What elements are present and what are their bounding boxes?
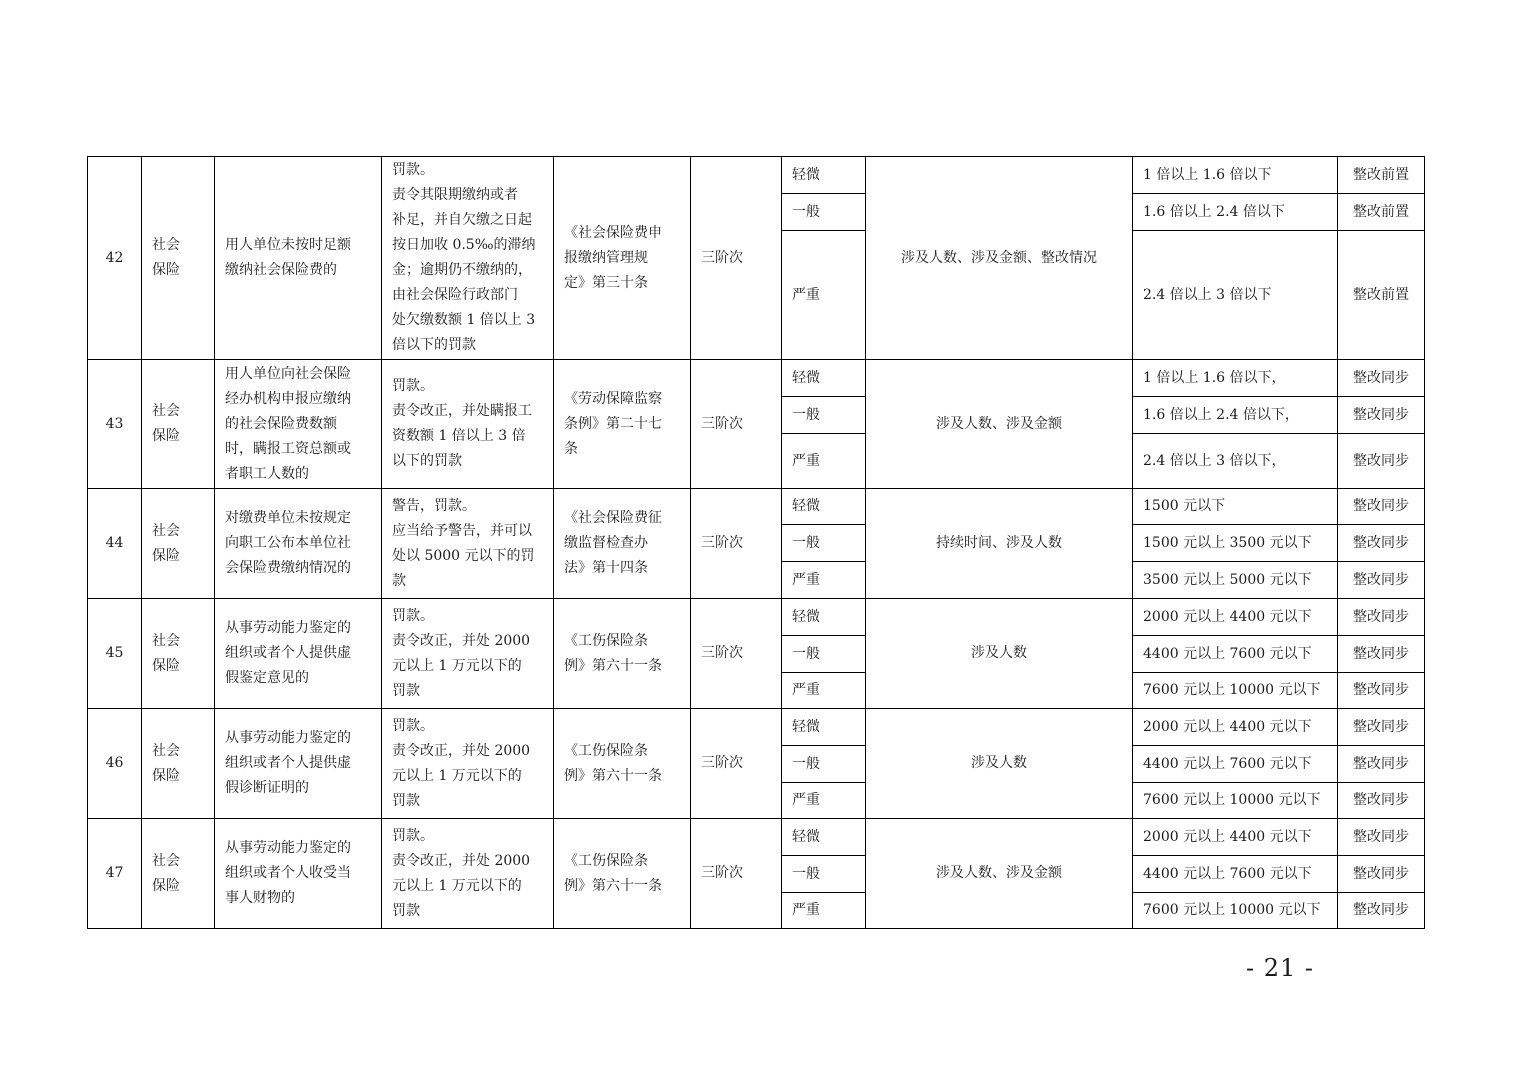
category-cell bbox=[142, 157, 215, 360]
category-cell bbox=[142, 360, 215, 489]
penalty-range-cell: 4400 元以上 7600 元以下 bbox=[1133, 636, 1338, 673]
penalty-range-cell: 7600 元以上 10000 元以下 bbox=[1133, 783, 1338, 819]
table-body bbox=[88, 157, 1425, 929]
legal-basis-cell-line: 例》第六十一条 bbox=[564, 877, 662, 894]
discretion-factors-cell: 涉及人数、涉及金额、整改情况 bbox=[866, 157, 1133, 360]
violation-cell-line: 缴纳社会保险费的 bbox=[225, 262, 337, 278]
discretion-factors-cell: 涉及人数 bbox=[866, 709, 1133, 819]
stage-count-cell: 三阶次 bbox=[691, 709, 782, 819]
legal-basis-cell bbox=[554, 360, 691, 489]
penalty-cell-line: 由社会保险行政部门 bbox=[392, 287, 518, 303]
penalty-range-cell: 1500 元以上 3500 元以下 bbox=[1133, 525, 1338, 562]
category-cell-line: 社会 bbox=[152, 237, 180, 253]
penalty-range-cell: 4400 元以上 7600 元以下 bbox=[1133, 746, 1338, 783]
legal-basis-cell-line: 《工伤保险条 bbox=[564, 852, 648, 869]
penalty-cell-line: 以下的罚款 bbox=[392, 453, 462, 469]
rectification-mode-cell: 整改同步 bbox=[1338, 599, 1425, 636]
legal-basis-cell-line: 缴监督检查办 bbox=[564, 535, 648, 551]
penalty-cell-line: 罚款。 bbox=[392, 607, 434, 624]
violation-cell-line: 会保险费缴纳情况的 bbox=[225, 560, 351, 576]
penalty-cell bbox=[382, 709, 554, 819]
legal-basis-cell-line: 法》第十四条 bbox=[564, 560, 648, 576]
category-cell-line: 保险 bbox=[152, 428, 180, 444]
penalty-cell-line: 应当给予警告，并可以 bbox=[392, 522, 532, 539]
legal-basis-cell bbox=[554, 489, 691, 599]
rectification-mode-cell: 整改前置 bbox=[1338, 194, 1425, 231]
violation-cell-line: 时，瞒报工资总额或 bbox=[225, 440, 351, 457]
rectification-mode-cell: 整改同步 bbox=[1338, 397, 1425, 434]
severity-level-cell: 严重 bbox=[782, 562, 866, 599]
category-cell bbox=[142, 489, 215, 599]
violation-cell-line: 事人财物的 bbox=[225, 890, 295, 906]
penalty-range-cell: 2000 元以上 4400 元以下 bbox=[1133, 709, 1338, 746]
severity-level-cell: 轻微 bbox=[782, 819, 866, 856]
penalty-cell-line: 责令改正，并处 2000 bbox=[392, 852, 531, 869]
penalty-cell-line: 责令改正，并处 2000 bbox=[392, 632, 531, 649]
severity-level-cell: 严重 bbox=[782, 231, 866, 360]
penalty-cell-line: 补足，并自欠缴之日起 bbox=[392, 212, 532, 228]
rectification-mode-cell: 整改同步 bbox=[1338, 673, 1425, 709]
severity-level-cell: 轻微 bbox=[782, 360, 866, 397]
rectification-mode-cell: 整改同步 bbox=[1338, 856, 1425, 893]
legal-basis-cell bbox=[554, 819, 691, 929]
rectification-mode-cell: 整改前置 bbox=[1338, 231, 1425, 360]
stage-count-cell: 三阶次 bbox=[691, 360, 782, 489]
penalty-cell-line: 责令改正，并处瞒报工 bbox=[392, 403, 532, 419]
category-cell-line: 保险 bbox=[152, 262, 180, 278]
penalty-cell-line: 罚款。 bbox=[392, 378, 434, 394]
penalty-standards-table bbox=[87, 156, 1425, 929]
legal-basis-cell-line: 报缴纳管理规 bbox=[564, 249, 648, 266]
violation-cell-line: 经办机构申报应缴纳 bbox=[225, 390, 351, 407]
legal-basis-cell-line: 《工伤保险条 bbox=[564, 742, 648, 759]
violation-cell-line: 从事劳动能力鉴定的 bbox=[225, 840, 351, 856]
category-cell bbox=[142, 819, 215, 929]
severity-level-cell: 轻微 bbox=[782, 489, 866, 525]
row-number: 43 bbox=[88, 360, 142, 489]
penalty-cell bbox=[382, 489, 554, 599]
penalty-cell-line: 处欠缴数额 1 倍以上 3 bbox=[392, 312, 536, 328]
category-cell-line: 保险 bbox=[152, 877, 180, 894]
penalty-cell-line: 罚款。 bbox=[392, 162, 434, 178]
row-number: 45 bbox=[88, 599, 142, 709]
penalty-range-cell: 3500 元以上 5000 元以下 bbox=[1133, 562, 1338, 599]
violation-cell-line: 对缴费单位未按规定 bbox=[225, 510, 351, 526]
severity-level-cell: 轻微 bbox=[782, 157, 866, 194]
stage-count-cell: 三阶次 bbox=[691, 599, 782, 709]
rectification-mode-cell: 整改同步 bbox=[1338, 489, 1425, 525]
violation-cell-line: 组织或者个人提供虚 bbox=[225, 645, 351, 661]
violation-cell bbox=[215, 489, 382, 599]
rectification-mode-cell: 整改同步 bbox=[1338, 783, 1425, 819]
violation-cell-line: 从事劳动能力鉴定的 bbox=[225, 620, 351, 636]
penalty-range-cell: 1.6 倍以上 2.4 倍以下， bbox=[1133, 397, 1338, 434]
rectification-mode-cell: 整改同步 bbox=[1338, 893, 1425, 929]
penalty-cell bbox=[382, 360, 554, 489]
category-cell-line: 社会 bbox=[152, 632, 180, 649]
penalty-range-cell: 4400 元以上 7600 元以下 bbox=[1133, 856, 1338, 893]
legal-basis-cell-line: 《工伤保险条 bbox=[564, 632, 648, 649]
category-cell-line: 保险 bbox=[152, 547, 180, 564]
severity-level-cell: 一般 bbox=[782, 746, 866, 783]
row-number: 42 bbox=[88, 157, 142, 360]
severity-level-cell: 一般 bbox=[782, 397, 866, 434]
penalty-cell-line: 警告，罚款。 bbox=[392, 497, 476, 514]
penalty-range-cell: 2000 元以上 4400 元以下 bbox=[1133, 599, 1338, 636]
stage-count-cell: 三阶次 bbox=[691, 819, 782, 929]
penalty-cell-line: 倍以下的罚款 bbox=[392, 337, 476, 353]
penalty-range-cell: 1500 元以下 bbox=[1133, 489, 1338, 525]
penalty-cell-line: 按日加收 0.5‰的滞纳 bbox=[392, 237, 536, 253]
category-cell bbox=[142, 709, 215, 819]
violation-cell bbox=[215, 599, 382, 709]
penalty-range-cell: 1.6 倍以上 2.4 倍以下 bbox=[1133, 194, 1338, 231]
severity-level-cell: 一般 bbox=[782, 636, 866, 673]
violation-cell-line: 向职工公布本单位社 bbox=[225, 535, 351, 551]
penalty-range-cell: 1 倍以上 1.6 倍以下， bbox=[1133, 360, 1338, 397]
category-cell-line: 保险 bbox=[152, 767, 180, 784]
rectification-mode-cell: 整改同步 bbox=[1338, 746, 1425, 783]
penalty-cell bbox=[382, 819, 554, 929]
table-row bbox=[88, 489, 1425, 525]
penalty-cell-line: 罚款 bbox=[392, 682, 420, 699]
penalty-cell-line: 罚款。 bbox=[392, 827, 434, 844]
penalty-cell-line: 责令其限期缴纳或者 bbox=[392, 187, 518, 203]
penalty-cell-line: 罚款。 bbox=[392, 717, 434, 734]
category-cell-line: 保险 bbox=[152, 657, 180, 674]
penalty-cell-line: 罚款 bbox=[392, 792, 420, 809]
penalty-cell-line: 处以 5000 元以下的罚 bbox=[392, 547, 535, 564]
stage-count-cell: 三阶次 bbox=[691, 157, 782, 360]
violation-cell-line: 的社会保险费数额 bbox=[225, 415, 337, 432]
penalty-cell-line: 金；逾期仍不缴纳的， bbox=[392, 262, 532, 278]
table-row bbox=[88, 360, 1425, 397]
violation-cell bbox=[215, 360, 382, 489]
penalty-range-cell: 2000 元以上 4400 元以下 bbox=[1133, 819, 1338, 856]
table-row bbox=[88, 599, 1425, 636]
legal-basis-cell-line: 定》第三十条 bbox=[564, 274, 648, 291]
rectification-mode-cell: 整改同步 bbox=[1338, 636, 1425, 673]
violation-cell bbox=[215, 157, 382, 360]
penalty-cell-line: 元以上 1 万元以下的 bbox=[392, 877, 522, 894]
row-number: 44 bbox=[88, 489, 142, 599]
legal-basis-cell bbox=[554, 709, 691, 819]
penalty-range-cell: 2.4 倍以上 3 倍以下 bbox=[1133, 231, 1338, 360]
legal-basis-cell-line: 《社会保险费征 bbox=[564, 510, 662, 526]
severity-level-cell: 轻微 bbox=[782, 709, 866, 746]
penalty-cell-line: 元以上 1 万元以下的 bbox=[392, 657, 522, 674]
legal-basis-cell-line: 条例》第二十七 bbox=[564, 415, 662, 432]
discretion-factors-cell: 涉及人数、涉及金额 bbox=[866, 360, 1133, 489]
penalty-cell-line: 元以上 1 万元以下的 bbox=[392, 767, 522, 784]
penalty-cell-line: 款 bbox=[392, 572, 406, 589]
page-number: - 21 - bbox=[1246, 954, 1315, 982]
violation-cell-line: 用人单位未按时足额 bbox=[225, 237, 351, 253]
penalty-range-cell: 7600 元以上 10000 元以下 bbox=[1133, 673, 1338, 709]
legal-basis-cell-line: 《劳动保障监察 bbox=[564, 390, 662, 407]
legal-basis-cell-line: 《社会保险费申 bbox=[564, 224, 662, 241]
row-number: 47 bbox=[88, 819, 142, 929]
rectification-mode-cell: 整改前置 bbox=[1338, 157, 1425, 194]
violation-cell-line: 者职工人数的 bbox=[225, 465, 309, 482]
penalty-cell-line: 责令改正，并处 2000 bbox=[392, 742, 531, 759]
penalty-cell bbox=[382, 599, 554, 709]
stage-count-cell: 三阶次 bbox=[691, 489, 782, 599]
violation-cell-line: 组织或者个人收受当 bbox=[225, 865, 351, 881]
table-row bbox=[88, 709, 1425, 746]
penalty-cell bbox=[382, 157, 554, 360]
rectification-mode-cell: 整改同步 bbox=[1338, 709, 1425, 746]
violation-cell bbox=[215, 709, 382, 819]
severity-level-cell: 一般 bbox=[782, 194, 866, 231]
rectification-mode-cell: 整改同步 bbox=[1338, 360, 1425, 397]
severity-level-cell: 一般 bbox=[782, 856, 866, 893]
table-row bbox=[88, 157, 1425, 194]
category-cell-line: 社会 bbox=[152, 742, 180, 759]
severity-level-cell: 严重 bbox=[782, 893, 866, 929]
legal-basis-cell-line: 例》第六十一条 bbox=[564, 657, 662, 674]
violation-cell-line: 组织或者个人提供虚 bbox=[225, 755, 351, 771]
violation-cell-line: 用人单位向社会保险 bbox=[225, 365, 351, 382]
penalty-range-cell: 2.4 倍以上 3 倍以下， bbox=[1133, 434, 1338, 489]
severity-level-cell: 严重 bbox=[782, 434, 866, 489]
penalty-cell-line: 罚款 bbox=[392, 902, 420, 919]
legal-basis-cell bbox=[554, 599, 691, 709]
penalty-cell-line: 资数额 1 倍以上 3 倍 bbox=[392, 428, 526, 444]
rectification-mode-cell: 整改同步 bbox=[1338, 525, 1425, 562]
category-cell bbox=[142, 599, 215, 709]
discretion-factors-cell: 持续时间、涉及人数 bbox=[866, 489, 1133, 599]
violation-cell-line: 从事劳动能力鉴定的 bbox=[225, 730, 351, 746]
discretion-factors-cell: 涉及人数 bbox=[866, 599, 1133, 709]
severity-level-cell: 一般 bbox=[782, 525, 866, 562]
legal-basis-cell bbox=[554, 157, 691, 360]
category-cell-line: 社会 bbox=[152, 403, 180, 419]
penalty-range-cell: 1 倍以上 1.6 倍以下 bbox=[1133, 157, 1338, 194]
category-cell-line: 社会 bbox=[152, 522, 180, 539]
table-row bbox=[88, 819, 1425, 856]
severity-level-cell: 严重 bbox=[782, 783, 866, 819]
violation-cell-line: 假鉴定意见的 bbox=[225, 670, 309, 686]
category-cell-line: 社会 bbox=[152, 852, 180, 869]
penalty-range-cell: 7600 元以上 10000 元以下 bbox=[1133, 893, 1338, 929]
legal-basis-cell-line: 条 bbox=[564, 440, 578, 457]
legal-basis-cell-line: 例》第六十一条 bbox=[564, 767, 662, 784]
discretion-factors-cell: 涉及人数、涉及金额 bbox=[866, 819, 1133, 929]
severity-level-cell: 严重 bbox=[782, 673, 866, 709]
violation-cell-line: 假诊断证明的 bbox=[225, 780, 309, 796]
rectification-mode-cell: 整改同步 bbox=[1338, 819, 1425, 856]
rectification-mode-cell: 整改同步 bbox=[1338, 434, 1425, 489]
rectification-mode-cell: 整改同步 bbox=[1338, 562, 1425, 599]
row-number: 46 bbox=[88, 709, 142, 819]
violation-cell bbox=[215, 819, 382, 929]
severity-level-cell: 轻微 bbox=[782, 599, 866, 636]
